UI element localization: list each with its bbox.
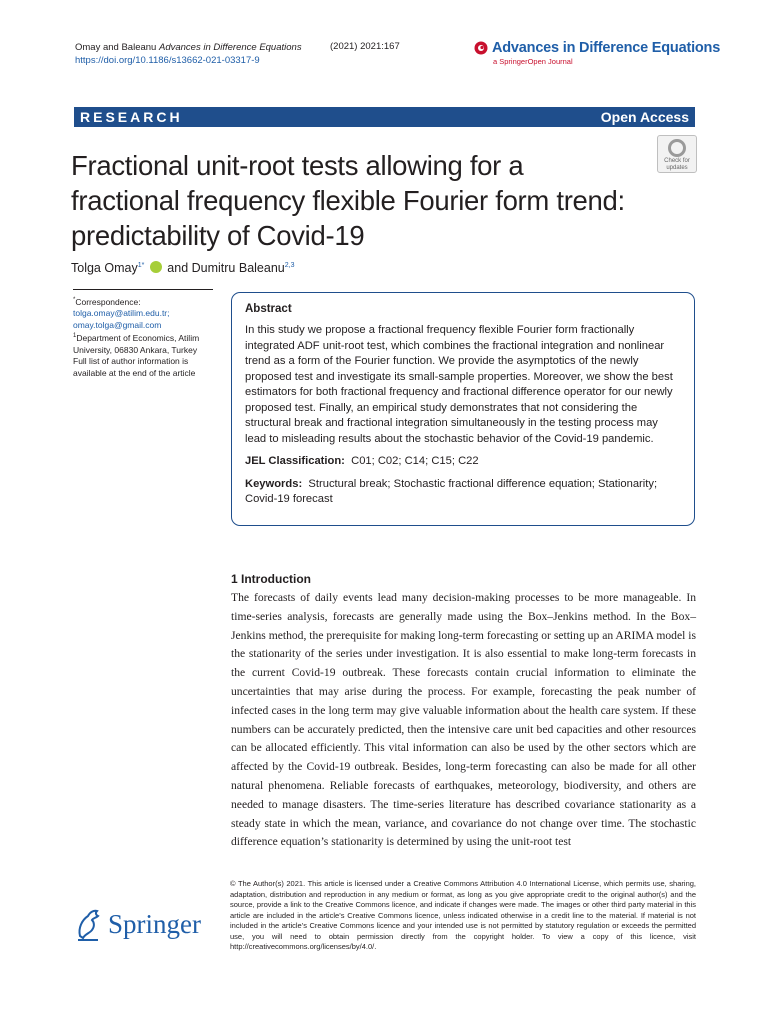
keywords-value: Structural break; Stochastic fractional difference equation; Stationarity; Covid-19 forecast	[245, 477, 658, 505]
running-header	[75, 41, 302, 67]
open-access-label: Open Access	[600, 109, 689, 125]
header-journal: Advances in Difference Equations	[158, 42, 302, 53]
article-type-banner	[74, 107, 695, 127]
author-list	[71, 261, 294, 275]
correspondence-label: Correspondence:	[75, 296, 141, 307]
section-heading-introduction: 1 Introduction	[231, 572, 311, 586]
springer-horse-icon	[74, 906, 102, 942]
abstract-text: In this study we propose a fractional frequency flexible Fourier form fractionally integrated ADF unit-root test, which combines the fractional integration and nonlinear trend as a form of the Fourier function. We provide the asymptotics of the newly proposed test and investigate its small-sample properties. Moreover, we show the best estimators for both fractional frequency and fractional difference operator for our newly proposed test. Finally, an empirical study demonstrates that not considering the structural break and fractional integration simultaneously in the testing process may lead to misleading results about the stochastic behavior of the Covid-19 pandemic.	[245, 324, 673, 445]
check-for-updates-badge[interactable]	[657, 135, 697, 173]
springer-logo[interactable]	[74, 906, 201, 942]
abstract-heading: Abstract	[245, 303, 292, 315]
keywords-label: Keywords:	[245, 477, 303, 490]
doi-link[interactable]: https://doi.org/10.1186/s13662-021-03317-9	[75, 55, 260, 66]
journal-logo-subtitle: a SpringerOpen Journal	[493, 57, 573, 66]
author-info-note: Full list of author information is available at the end of the article	[73, 356, 196, 378]
author-name: Tolga Omay	[71, 261, 138, 275]
introduction-body: The forecasts of daily events lead many decision-making processes to be more manageable. In time-series analysis, forecasts are generally made using the Box–Jenkins method. In the Box–Jenkins method, the prerequisite for making long-term forecasting or setting up an ARIMA model is the stationarity of the series under investigation. It is also essential to make long-term forecasts in the current Covid-19 outbreak. These forecasts contain crucial information to eliminate the uncertainties that may arise during the process. For example, forecasting the peak number of infected cases in the long term may give valuable information about the health care system. If these numbers can be accurately predicted, then the intensive care unit bed capacities and other resources can be allocated efficiently. This vital information can also be used by the other sectors which are affected by the Covid-19 outbreak. Besides, long-term forecasting can also be made for all other natural phenomena. Reliable forecasts of earthquakes, meteorology, biodiversity, and others are needed to manage disasters. The time-series literature has described covariance stationarity as a steady state in which the mean, variance, and covariance do not change over time. The stochastic difference equation’s stationarity is determined by using the unit-root test	[231, 591, 696, 849]
article-title: Fractional unit-root tests allowing for a fractional frequency flexible Fourier form trend: predictability of Covid-19	[71, 150, 625, 251]
email-link-1[interactable]: tolga.omay@atilim.edu.tr;	[73, 308, 170, 319]
jel-classification	[245, 454, 682, 470]
header-year: (2021) 2021:167	[330, 41, 400, 52]
jel-value: C01; C02; C14; C15; C22	[351, 455, 479, 467]
springer-wordmark: Springer	[108, 908, 201, 939]
author-name-2: and Dumitru Baleanu	[167, 261, 285, 275]
jel-label: JEL Classification:	[245, 455, 345, 467]
article-type-label: RESEARCH	[80, 109, 183, 125]
license-text: © The Author(s) 2021. This article is licensed under a Creative Commons Attribution 4.0 International License, which permits use, sharing, adaptation, distribution and reproduction in any medium or format, as long as you give appropriate credit to the original author(s) and the source, provide a link to the Creative Commons licence, and indicate if changes were made. The images or other third party material in this article are included in the article’s Creative Commons licence, unless indicated otherwise in a credit line to the material. If material is not included in the article’s Creative Commons licence and your intended use is not permitted by statutory regulation or exceeds the permitted use, you will need to obtain permission directly from the copyright holder. To view a copy of this licence, visit http://creativecommons.org/licenses/by/4.0/.	[230, 879, 696, 951]
journal-logo-icon	[474, 41, 488, 55]
journal-logo[interactable]	[474, 40, 720, 66]
author-affiliation-sup-2: 2,3	[284, 261, 295, 269]
check-updates-label: Check for updates	[664, 158, 690, 171]
header-authors: Omay and Baleanu	[75, 42, 157, 53]
keywords	[245, 477, 682, 508]
email-link-2[interactable]: omay.tolga@gmail.com	[73, 319, 162, 330]
affiliation-text: Department of Economics, Atilim University, 06830 Ankara, Turkey	[73, 333, 200, 355]
orcid-icon[interactable]	[150, 261, 162, 273]
author-affiliation-sup: 1*	[137, 261, 145, 269]
journal-logo-name: Advances in Difference Equations	[492, 40, 721, 56]
check-updates-icon	[668, 139, 686, 157]
correspondence-sidebar: *Correspondence: tolga.omay@atilim.edu.tr; omay.tolga@gmail.com $^1$Department of Economics, Atilim University, 06830 Ankara, Turkey Full list of author information is available at the end of the article	[73, 289, 213, 379]
abstract-box	[231, 292, 695, 526]
affiliation-sup: 1	[73, 333, 77, 340]
